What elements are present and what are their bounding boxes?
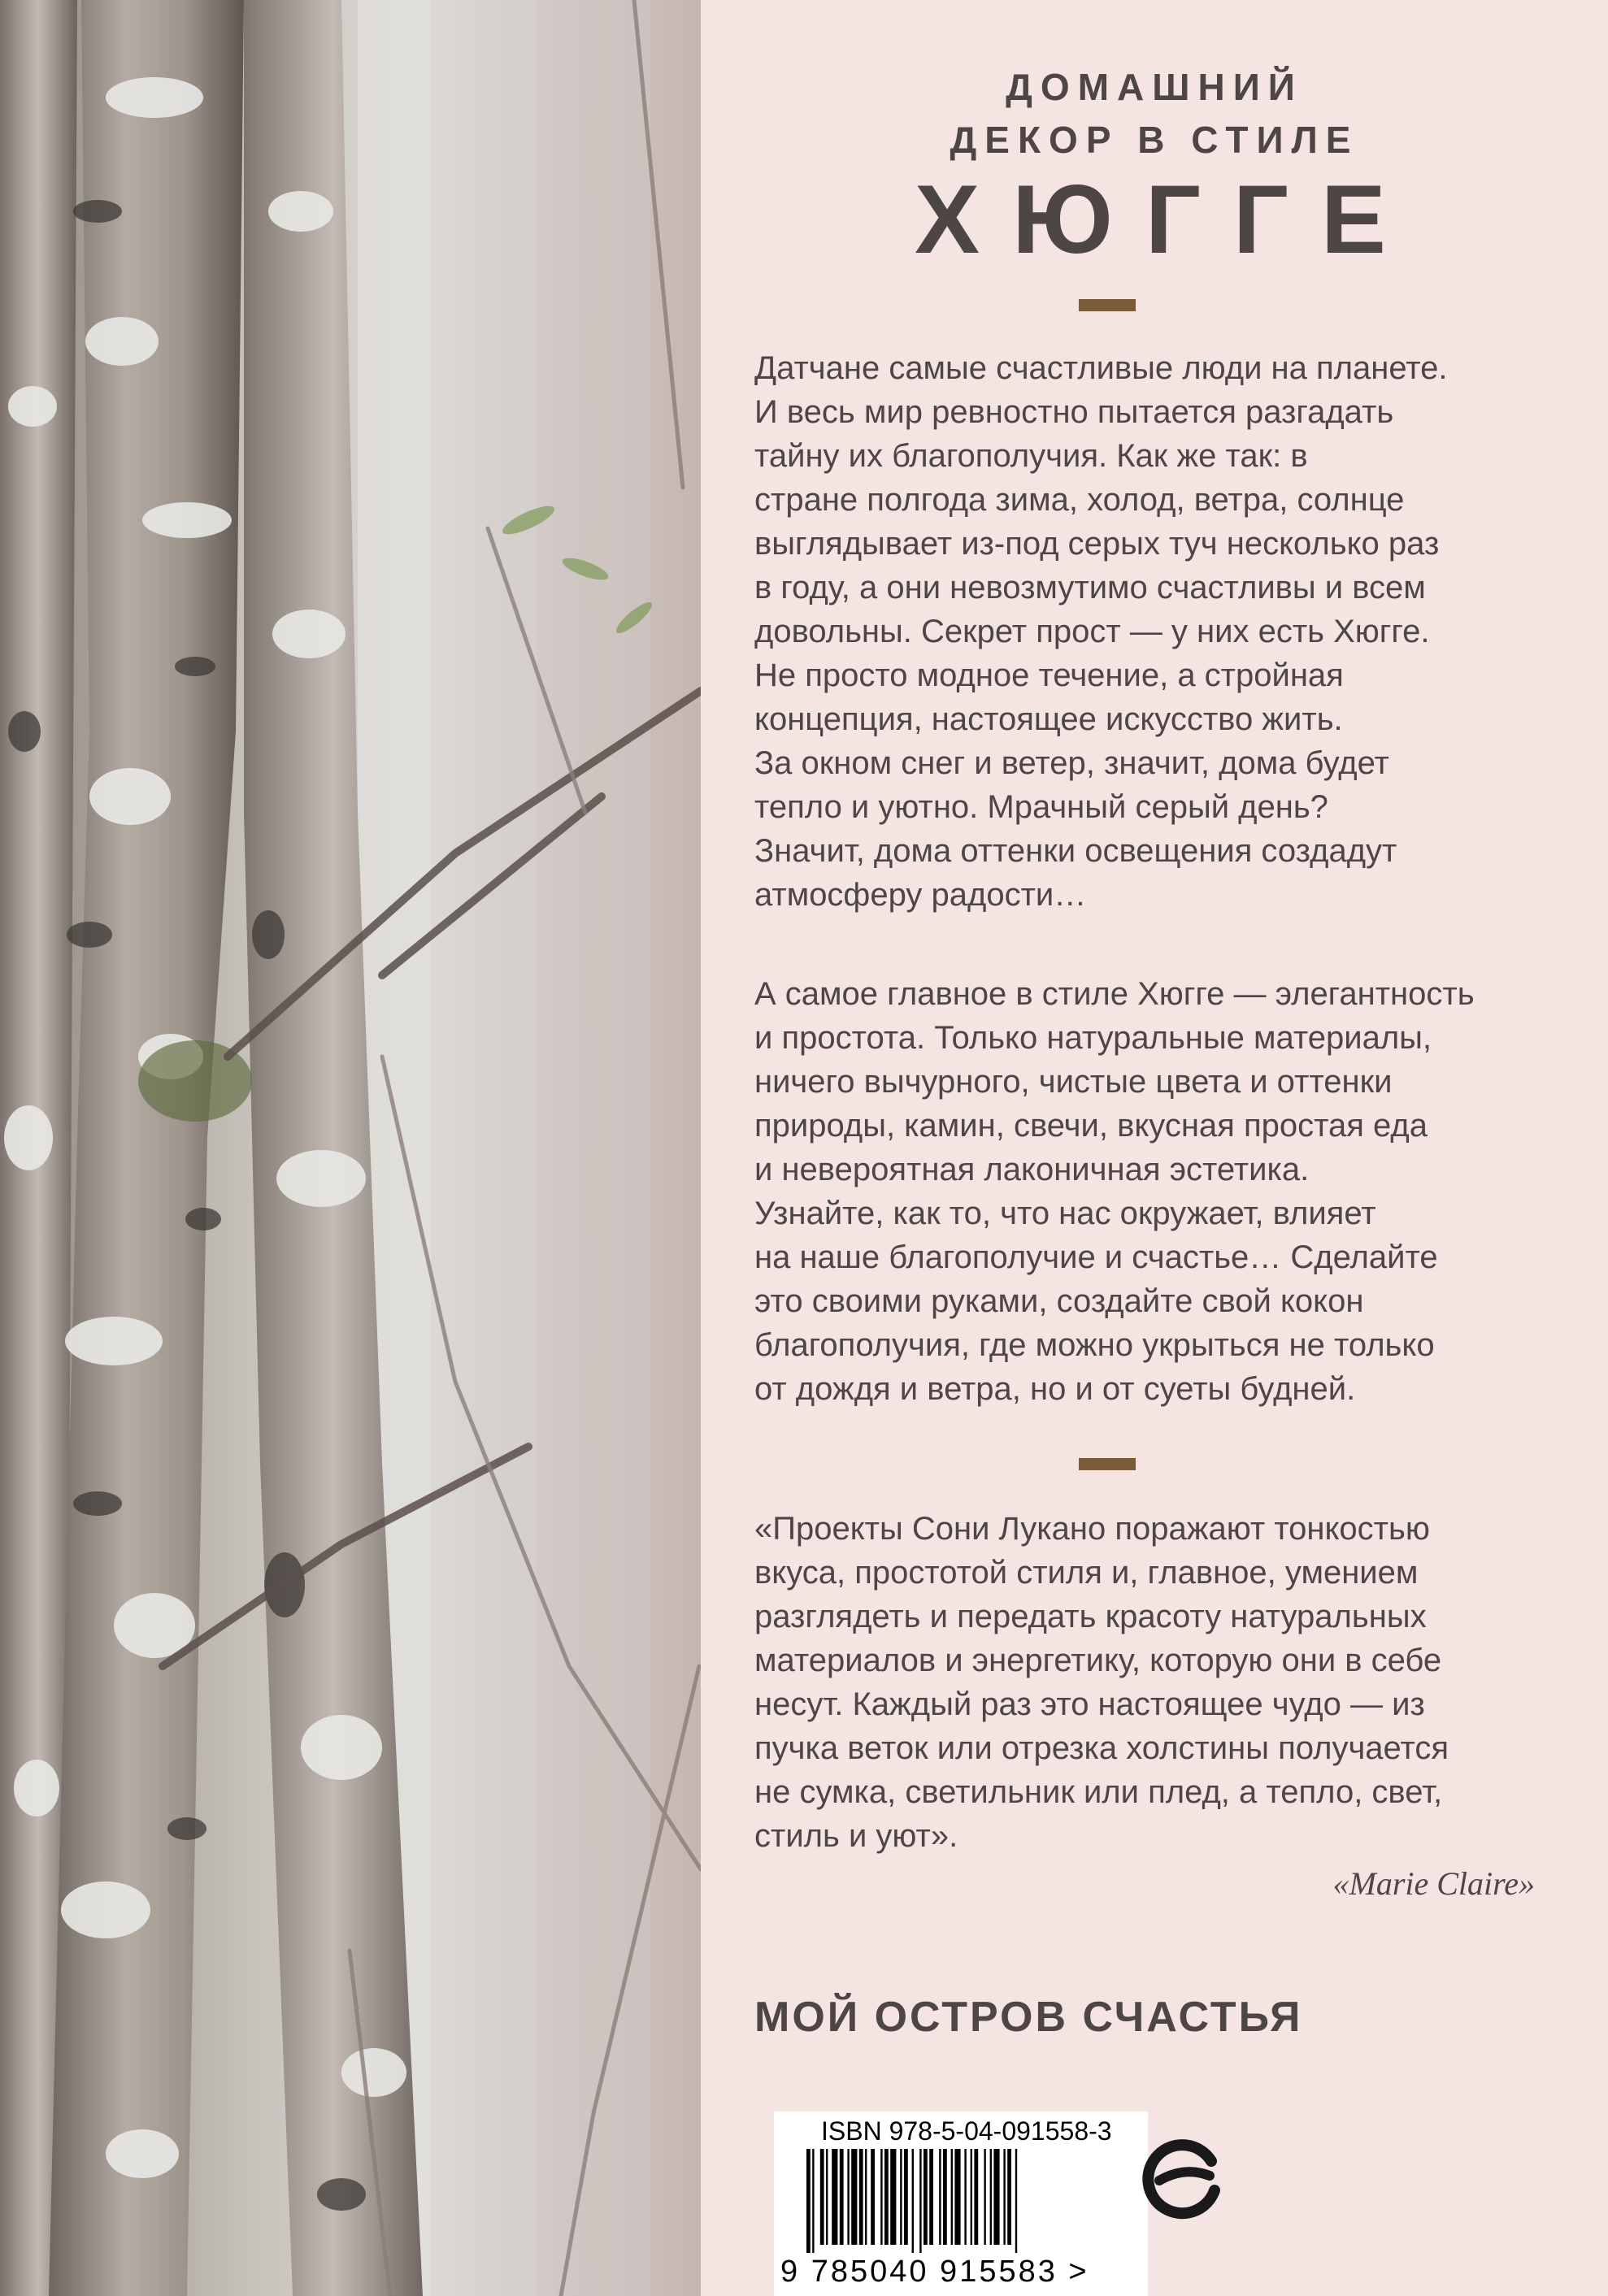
- barcode-bar: [851, 2149, 857, 2245]
- barcode-bar: [840, 2149, 844, 2245]
- description-paragraph-1: Датчане самые счастливые люди на планете. И весь мир ревностно пытается разгадать тайну их благополучия. Как же так: в стране полгода зима, холод, ветра, солнце выглядывает из-под серых туч несколько раз в году, а они невозмутимо счастливы и всем довольны. Секрет прост — у них есть Хюгге. Не просто модное течение, а стройная концепция, настоящее искусство жить. За окном снег и ветер, значит, дома будет тепло и уютно. Мрачный серый день? Значит, дома оттенки освещения создадут атмосферу радости…: [754, 350, 1448, 913]
- series-name: МОЙ ОСТРОВ СЧАСТЬЯ: [754, 1994, 1303, 2041]
- barcode-bar: [954, 2149, 960, 2245]
- barcode-bar: [951, 2149, 953, 2245]
- isbn-barcode: [774, 2112, 1148, 2296]
- back-cover-panel: [701, 0, 1608, 2296]
- title-line-2: ДЕКОР В СТИЛЕ: [950, 119, 1359, 161]
- barcode-bar: [974, 2149, 978, 2245]
- barcode-bar: [826, 2149, 828, 2245]
- barcode-bar: [993, 2149, 999, 2245]
- review-quote: «Проекты Сони Лукано поражают тонкостью вкуса, простотой стиля и, главное, умением разглядеть и передать красоту натуральных материалов и энергетику, которую они в себе несут. Каждый раз это настоящее чудо — из пучка веток или отрезка холстины получается не сумка, светильник или плед, а тепло, свет, стиль и уют».: [754, 1511, 1449, 1854]
- barcode-bar: [884, 2149, 889, 2245]
- barcode-digits: 9 785040 915583 >: [780, 2255, 1089, 2289]
- divider-ornament: [1079, 1458, 1136, 1470]
- barcode-bar: [912, 2149, 914, 2253]
- barcode-bar: [900, 2149, 902, 2245]
- barcode-bar: [890, 2149, 896, 2245]
- eksmo-logo-icon: [1140, 2133, 1229, 2223]
- barcode-bar: [924, 2149, 928, 2245]
- title-line-1: ДОМАШНИЙ: [1006, 66, 1303, 108]
- barcode-bar: [929, 2149, 933, 2245]
- barcode-bar: [984, 2149, 985, 2245]
- barcode-bar: [871, 2149, 875, 2245]
- barcode-bar: [847, 2149, 849, 2245]
- birch-trees-illustration: [0, 0, 701, 2296]
- barcode-bar: [1015, 2149, 1017, 2253]
- barcode-bar: [904, 2149, 908, 2245]
- barcode-bar: [943, 2149, 947, 2245]
- barcode-bar: [812, 2149, 814, 2253]
- barcode-bars: [774, 2149, 1148, 2255]
- barcode-bar: [939, 2149, 941, 2245]
- book-title: ХЮГГЕ: [915, 165, 1419, 274]
- barcode-bar: [1007, 2149, 1011, 2245]
- barcode-bar: [806, 2149, 811, 2253]
- barcode-bar: [859, 2149, 863, 2245]
- barcode-bar: [865, 2149, 867, 2245]
- barcode-bar: [880, 2149, 882, 2245]
- barcode-bar: [1003, 2149, 1005, 2245]
- cover-photo: [0, 0, 701, 2296]
- isbn-label: ISBN 978-5-04-091558-3: [821, 2116, 1112, 2146]
- barcode-bar: [820, 2149, 824, 2245]
- description-paragraph-2: А самое главное в стиле Хюгге — элегантность и простота. Только натуральные материалы, ничего вычурного, чистые цвета и оттенки природы, камин, свечи, вкусная простая еда и невероятная лаконичная эстетика. Узнайте, как то, что нас окружает, влияет на наше благополучие и счастье… Сделайте это своими руками, создайте свой кокон благополучия, где можно укрыться не только от дождя и ветра, но и от суеты будней.: [754, 976, 1475, 1407]
- barcode-bar: [964, 2149, 966, 2245]
- barcode-bar: [919, 2149, 921, 2253]
- barcode-bar: [832, 2149, 837, 2245]
- divider-ornament: [1079, 299, 1136, 311]
- barcode-bar: [971, 2149, 972, 2245]
- review-source: «Marie Claire»: [1332, 1865, 1535, 1902]
- barcode-bar: [990, 2149, 992, 2245]
